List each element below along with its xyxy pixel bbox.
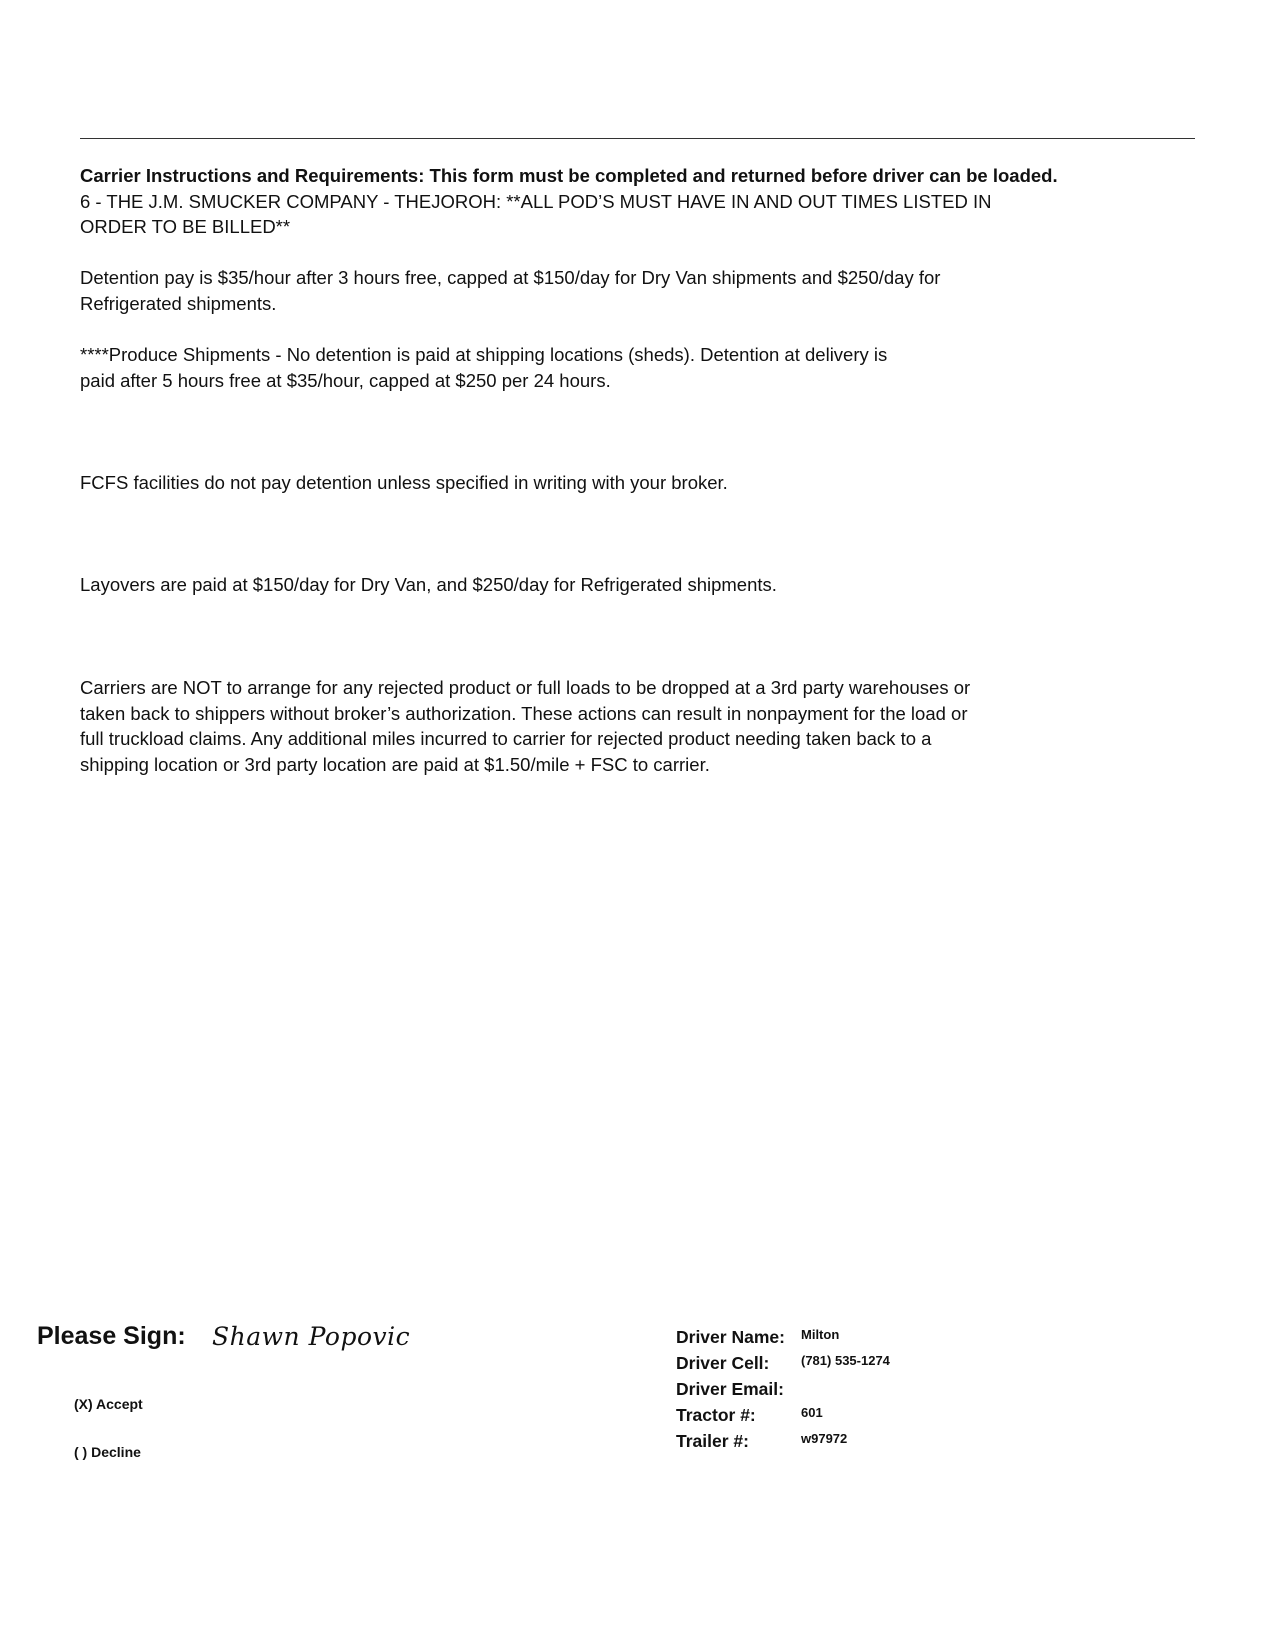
detention-line: Detention pay is $35/hour after 3 hours free, capped at $150/day for Dry Van shipments and $250/day for: [80, 267, 941, 288]
trailer-value[interactable]: w97972: [801, 1431, 848, 1446]
shipper-line: ORDER TO BE BILLED**: [80, 216, 291, 237]
fcfs-paragraph: [80, 470, 1200, 496]
instructions-heading: Carrier Instructions and Requirements: This form must be completed and returned before driver can be loaded.: [80, 165, 1058, 186]
driver-email-label: Driver Email:: [676, 1379, 784, 1399]
driver-cell-value[interactable]: (781) 535-1274: [801, 1353, 890, 1368]
driver-name-label: Driver Name:: [676, 1327, 785, 1347]
layover-paragraph: [80, 572, 1200, 598]
rejected-product-paragraph: [80, 675, 1200, 777]
rejected-line: Carriers are NOT to arrange for any rejected product or full loads to be dropped at a 3rd party warehouses or: [80, 677, 971, 698]
rejected-line: shipping location or 3rd party location are paid at $1.50/mile + FSC to carrier.: [80, 753, 710, 775]
signature-field[interactable]: Shawn Popovic: [212, 1322, 411, 1351]
instructions-block: [80, 163, 1200, 240]
accept-option[interactable]: (X) Accept: [74, 1396, 143, 1412]
decline-option[interactable]: ( ) Decline: [74, 1444, 141, 1460]
produce-line: ****Produce Shipments - No detention is paid at shipping locations (sheds). Detention at delivery is: [80, 344, 888, 365]
tractor-value[interactable]: 601: [801, 1405, 823, 1420]
rejected-line: full truckload claims. Any additional miles incurred to carrier for rejected product needing taken back to a: [80, 728, 932, 749]
detention-line: Refrigerated shipments.: [80, 292, 277, 314]
driver-cell-label: Driver Cell:: [676, 1353, 770, 1373]
please-sign-label: Please Sign:: [37, 1322, 186, 1350]
detention-paragraph: [80, 265, 1200, 316]
produce-line: paid after 5 hours free at $35/hour, capped at $250 per 24 hours.: [80, 369, 611, 391]
rejected-line: taken back to shippers without broker’s authorization. These actions can result in nonpayment for the load or: [80, 702, 968, 724]
header-divider: [80, 138, 1195, 139]
driver-name-value[interactable]: Milton: [801, 1327, 840, 1342]
tractor-label: Tractor #:: [676, 1405, 756, 1425]
fcfs-line: FCFS facilities do not pay detention unless specified in writing with your broker.: [80, 472, 728, 493]
produce-paragraph: [80, 342, 1200, 393]
shipper-line: 6 - THE J.M. SMUCKER COMPANY - THEJOROH: **ALL POD’S MUST HAVE IN AND OUT TIMES LISTED IN: [80, 190, 992, 212]
trailer-label: Trailer #:: [676, 1431, 749, 1451]
layover-line: Layovers are paid at $150/day for Dry Van, and $250/day for Refrigerated shipments.: [80, 574, 777, 595]
